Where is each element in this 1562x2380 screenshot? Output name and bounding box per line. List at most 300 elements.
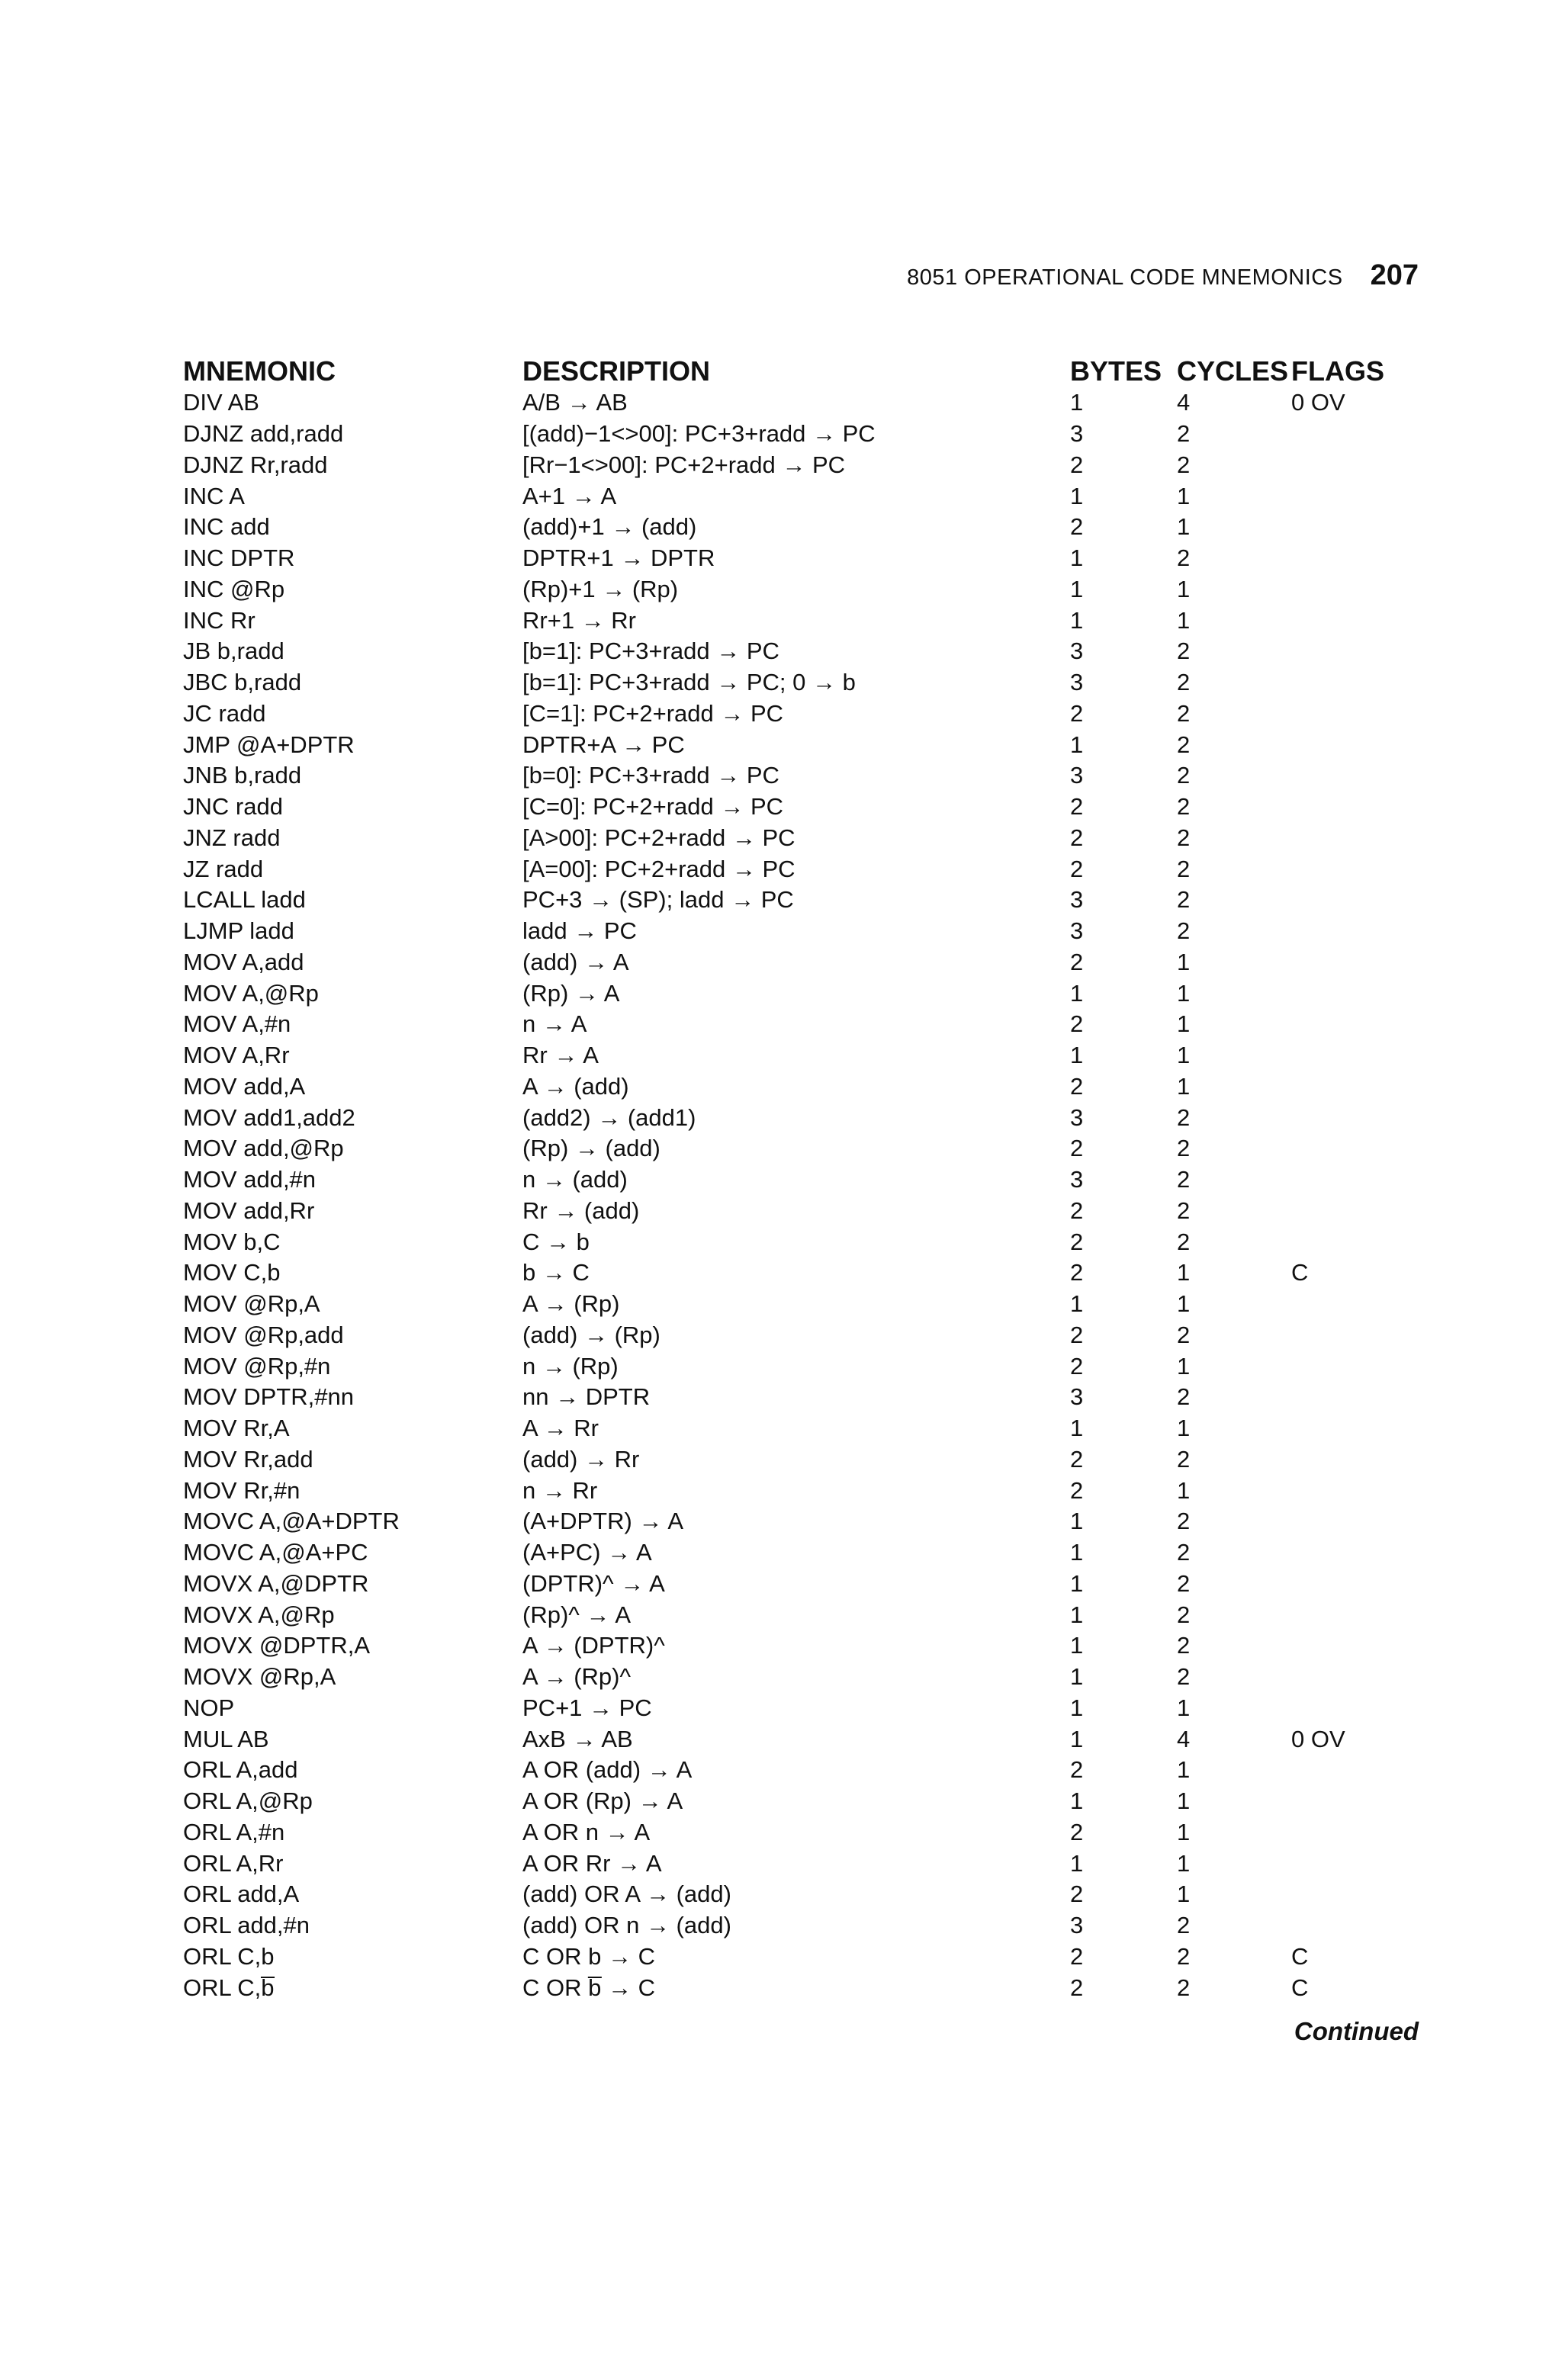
table-row <box>183 419 1413 450</box>
mnemonic-cell: MOV add1,add2 <box>183 1103 355 1131</box>
bytes-cell: 3 <box>1070 1103 1084 1131</box>
table-row <box>183 978 1413 1009</box>
table-row <box>183 574 1413 605</box>
description-cell: (add) OR A → (add) <box>522 1881 731 1908</box>
description-cell: [(add)−1<>00]: PC+3+radd → PC <box>522 420 876 448</box>
table-row <box>183 853 1413 885</box>
table-row <box>183 1102 1413 1133</box>
bytes-cell: 3 <box>1070 1383 1084 1411</box>
bytes-cell: 1 <box>1070 544 1084 572</box>
mnemonic-cell: MOVX A,@Rp <box>183 1601 335 1628</box>
flags-cell <box>1291 450 1413 481</box>
description-cell: (Rp) → (add) <box>522 1135 660 1162</box>
table-row <box>183 947 1413 978</box>
bytes-cell: 1 <box>1070 1632 1084 1659</box>
cycles-cell: 2 <box>1177 886 1191 914</box>
description-cell: A → Rr <box>522 1415 599 1442</box>
table-row <box>183 1351 1413 1382</box>
flags-cell <box>1291 1506 1413 1537</box>
flags-cell: C <box>1291 1974 1309 2001</box>
description-cell: AxB → AB <box>522 1725 633 1752</box>
cycles-cell: 2 <box>1177 1632 1191 1659</box>
mnemonic-cell: MOV C,b <box>183 1259 281 1286</box>
page-header <box>900 259 1419 292</box>
flags-cell <box>1291 480 1413 512</box>
mnemonic-cell: MOV add,A <box>183 1072 306 1100</box>
table-row <box>183 543 1413 574</box>
bytes-cell: 2 <box>1070 948 1084 975</box>
bytes-cell: 2 <box>1070 1072 1084 1100</box>
cycles-cell: 1 <box>1177 575 1191 602</box>
description-cell: ladd → PC <box>522 917 637 945</box>
flags-cell <box>1291 1320 1413 1351</box>
flags-cell <box>1291 543 1413 574</box>
flags-cell <box>1291 1693 1413 1724</box>
bytes-cell: 2 <box>1070 1135 1084 1162</box>
flags-cell <box>1291 1569 1413 1600</box>
description-cell: [Rr−1<>00]: PC+2+radd → PC <box>522 451 846 478</box>
mnemonic-cell: ORL A,add <box>183 1756 298 1784</box>
mnemonic-cell: INC @Rp <box>183 575 285 602</box>
bytes-cell: 1 <box>1070 1539 1084 1566</box>
mnemonic-cell: JBC b,radd <box>183 669 302 696</box>
cycles-cell: 1 <box>1177 1290 1191 1318</box>
flags-cell <box>1291 1910 1413 1942</box>
flags-cell <box>1291 1630 1413 1662</box>
cycles-cell: 1 <box>1177 606 1191 634</box>
cycles-cell: 2 <box>1177 420 1191 448</box>
cycles-cell: 2 <box>1177 1321 1191 1348</box>
table-row <box>183 667 1413 699</box>
bytes-cell: 1 <box>1070 1508 1084 1535</box>
mnemonic-cell: JZ radd <box>183 855 264 882</box>
table-row <box>183 1942 1413 1973</box>
mnemonic-cell: MOVC A,@A+PC <box>183 1539 368 1566</box>
flags-cell <box>1291 1351 1413 1382</box>
flags-cell <box>1291 1289 1413 1320</box>
bytes-cell: 1 <box>1070 1042 1084 1069</box>
flags-cell <box>1291 1537 1413 1569</box>
page-number: 207 <box>1370 259 1419 291</box>
table-row <box>183 1569 1413 1600</box>
table-row <box>183 605 1413 636</box>
flags-cell <box>1291 729 1413 760</box>
opcode-table <box>183 343 1413 2003</box>
mnemonic-cell: DIV AB <box>183 389 259 416</box>
bytes-cell: 2 <box>1070 1196 1084 1224</box>
description-cell: A OR (Rp) → A <box>522 1787 683 1815</box>
bytes-cell: 3 <box>1070 1912 1084 1939</box>
flags-cell <box>1291 1475 1413 1506</box>
cycles-cell: 2 <box>1177 1196 1191 1224</box>
mnemonic-cell: MOV Rr,A <box>183 1415 290 1442</box>
bytes-cell: 1 <box>1070 1725 1084 1752</box>
cycles-cell: 1 <box>1177 1072 1191 1100</box>
mnemonic-cell: JC radd <box>183 699 266 727</box>
mnemonic-cell: ORL add,#n <box>183 1912 310 1939</box>
mnemonic-cell: MOV A,#n <box>183 1010 291 1038</box>
flags-cell <box>1291 1164 1413 1196</box>
cycles-cell: 1 <box>1177 1010 1191 1038</box>
mnemonic-cell: ORL A,#n <box>183 1818 285 1845</box>
description-cell: A → (DPTR)^ <box>522 1632 665 1659</box>
bytes-cell: 1 <box>1070 606 1084 634</box>
flags-cell <box>1291 1196 1413 1227</box>
description-cell: [A=00]: PC+2+radd → PC <box>522 855 795 882</box>
cycles-cell: 1 <box>1177 513 1191 541</box>
flags-cell <box>1291 1817 1413 1848</box>
bytes-cell: 1 <box>1070 389 1084 416</box>
table-row <box>183 1164 1413 1196</box>
description-cell: (add) → A <box>522 948 629 975</box>
description-cell: (Rp)+1 → (Rp) <box>522 575 679 602</box>
cycles-cell: 2 <box>1177 699 1191 727</box>
table-row <box>183 1537 1413 1569</box>
flags-cell: 0 OV <box>1291 1725 1345 1752</box>
description-cell: C → b <box>522 1228 590 1255</box>
bytes-cell: 2 <box>1070 451 1084 478</box>
bytes-cell: 1 <box>1070 1290 1084 1318</box>
bytes-cell: 2 <box>1070 1228 1084 1255</box>
mnemonic-cell: MOVX A,@DPTR <box>183 1569 369 1597</box>
cycles-cell: 1 <box>1177 1756 1191 1784</box>
table-row <box>183 729 1413 760</box>
bytes-cell: 3 <box>1070 638 1084 665</box>
cycles-cell: 2 <box>1177 1135 1191 1162</box>
description-cell: C OR b̅ → C <box>522 1974 655 2001</box>
mnemonic-cell: INC DPTR <box>183 544 295 572</box>
table-row <box>183 823 1413 854</box>
description-cell: b → C <box>522 1259 590 1286</box>
cycles-cell: 2 <box>1177 1445 1191 1473</box>
description-cell: (Rp)^ → A <box>522 1601 632 1628</box>
flags-cell <box>1291 667 1413 699</box>
cycles-cell: 2 <box>1177 1569 1191 1597</box>
bytes-cell: 1 <box>1070 1787 1084 1815</box>
description-cell: A → (add) <box>522 1072 629 1100</box>
cycles-cell: 4 <box>1177 389 1191 416</box>
description-cell: (add) → (Rp) <box>522 1321 660 1348</box>
cycles-cell: 2 <box>1177 1942 1191 1970</box>
description-cell: (add)+1 → (add) <box>522 513 697 541</box>
cycles-cell: 1 <box>1177 1352 1191 1380</box>
cycles-cell: 2 <box>1177 917 1191 945</box>
description-cell: A OR (add) → A <box>522 1756 693 1784</box>
cycles-cell: 1 <box>1177 1694 1191 1721</box>
bytes-cell: 3 <box>1070 669 1084 696</box>
bytes-cell: 1 <box>1070 1601 1084 1628</box>
bytes-cell: 2 <box>1070 1476 1084 1504</box>
bytes-cell: 1 <box>1070 1694 1084 1721</box>
bytes-cell: 3 <box>1070 420 1084 448</box>
table-header-row <box>183 343 1413 387</box>
column-header-flags: FLAGS <box>1291 355 1384 387</box>
description-cell: n → (Rp) <box>522 1352 619 1380</box>
mnemonic-cell: MOV A,Rr <box>183 1042 290 1069</box>
table-row <box>183 1723 1413 1755</box>
bytes-cell: 3 <box>1070 762 1084 789</box>
table-row <box>183 1506 1413 1537</box>
bytes-cell: 2 <box>1070 1881 1084 1908</box>
mnemonic-cell: LJMP ladd <box>183 917 294 945</box>
mnemonic-cell: MOV add,#n <box>183 1166 317 1193</box>
bytes-cell: 2 <box>1070 1818 1084 1845</box>
table-row <box>183 885 1413 916</box>
cycles-cell: 2 <box>1177 731 1191 758</box>
description-cell: (add2) → (add1) <box>522 1103 696 1131</box>
description-cell: (A+PC) → A <box>522 1539 652 1566</box>
bytes-cell: 2 <box>1070 824 1084 851</box>
mnemonic-cell: MUL AB <box>183 1725 269 1752</box>
description-cell: Rr → (add) <box>522 1196 640 1224</box>
continued-note: Continued <box>1294 2017 1419 2045</box>
mnemonic-cell: DJNZ Rr,radd <box>183 451 328 478</box>
mnemonic-cell: ORL C,b̅ <box>183 1974 275 2001</box>
cycles-cell: 2 <box>1177 824 1191 851</box>
description-cell: A+1 → A <box>522 482 617 509</box>
table-row <box>183 1133 1413 1164</box>
bytes-cell: 2 <box>1070 1352 1084 1380</box>
mnemonic-cell: MOVX @Rp,A <box>183 1663 336 1691</box>
flags-cell <box>1291 1040 1413 1071</box>
bytes-cell: 2 <box>1070 793 1084 821</box>
flags-cell: 0 OV <box>1291 389 1345 416</box>
flags-cell: C <box>1291 1942 1309 1970</box>
table-row <box>183 1599 1413 1630</box>
table-row <box>183 1196 1413 1227</box>
cycles-cell: 2 <box>1177 1539 1191 1566</box>
table-row <box>183 1786 1413 1817</box>
description-cell: DPTR+1 → DPTR <box>522 544 715 572</box>
flags-cell <box>1291 792 1413 823</box>
mnemonic-cell: INC A <box>183 482 245 509</box>
description-cell: [b=0]: PC+3+radd → PC <box>522 762 779 789</box>
table-row <box>183 1257 1413 1289</box>
cycles-cell: 2 <box>1177 1974 1191 2001</box>
flags-cell <box>1291 574 1413 605</box>
description-cell: A OR n → A <box>522 1818 651 1845</box>
mnemonic-cell: JNZ radd <box>183 824 281 851</box>
mnemonic-cell: MOV Rr,#n <box>183 1476 301 1504</box>
flags-cell <box>1291 699 1413 730</box>
table-row <box>183 1009 1413 1040</box>
table-row <box>183 1879 1413 1910</box>
cycles-cell: 1 <box>1177 1476 1191 1504</box>
flags-cell <box>1291 1071 1413 1103</box>
description-cell: Rr → A <box>522 1042 599 1069</box>
mnemonic-cell: INC Rr <box>183 606 256 634</box>
mnemonic-cell: JNB b,radd <box>183 762 302 789</box>
mnemonic-cell: MOV A,add <box>183 948 304 975</box>
mnemonic-cell: MOV b,C <box>183 1228 281 1255</box>
bytes-cell: 3 <box>1070 886 1084 914</box>
flags-cell <box>1291 978 1413 1009</box>
bytes-cell: 1 <box>1070 1569 1084 1597</box>
description-cell: (add) OR n → (add) <box>522 1912 731 1939</box>
table-row <box>183 1071 1413 1103</box>
cycles-cell: 2 <box>1177 669 1191 696</box>
description-cell: (A+DPTR) → A <box>522 1508 684 1535</box>
flags-cell <box>1291 853 1413 885</box>
flags-cell <box>1291 605 1413 636</box>
table-row <box>183 1755 1413 1786</box>
mnemonic-cell: MOV add,@Rp <box>183 1135 344 1162</box>
description-cell: n → (add) <box>522 1166 628 1193</box>
cycles-cell: 2 <box>1177 1912 1191 1939</box>
description-cell: (Rp) → A <box>522 979 620 1007</box>
cycles-cell: 2 <box>1177 544 1191 572</box>
table-row <box>183 1630 1413 1662</box>
flags-cell <box>1291 1879 1413 1910</box>
bytes-cell: 2 <box>1070 699 1084 727</box>
flags-cell: C <box>1291 1259 1309 1286</box>
table-row <box>183 450 1413 481</box>
description-cell: nn → DPTR <box>522 1383 651 1411</box>
bytes-cell: 1 <box>1070 1849 1084 1877</box>
table-body <box>183 387 1413 2003</box>
cycles-cell: 2 <box>1177 855 1191 882</box>
description-cell: DPTR+A → PC <box>522 731 685 758</box>
bytes-cell: 2 <box>1070 1321 1084 1348</box>
cycles-cell: 2 <box>1177 1166 1191 1193</box>
mnemonic-cell: MOV A,@Rp <box>183 979 319 1007</box>
column-header-mnemonic: MNEMONIC <box>183 355 336 387</box>
bytes-cell: 2 <box>1070 513 1084 541</box>
bytes-cell: 1 <box>1070 1663 1084 1691</box>
description-cell: A → (Rp) <box>522 1290 620 1318</box>
description-cell: A → (Rp)^ <box>522 1663 632 1691</box>
flags-cell <box>1291 1599 1413 1630</box>
description-cell: [b=1]: PC+3+radd → PC <box>522 638 779 665</box>
flags-cell <box>1291 885 1413 916</box>
description-cell: A/B → AB <box>522 389 628 416</box>
table-row <box>183 636 1413 667</box>
cycles-cell: 1 <box>1177 1415 1191 1442</box>
bytes-cell: 2 <box>1070 1756 1084 1784</box>
description-cell: n → A <box>522 1010 587 1038</box>
table-row <box>183 916 1413 947</box>
cycles-cell: 1 <box>1177 1849 1191 1877</box>
table-row <box>183 1972 1413 2003</box>
flags-cell <box>1291 1102 1413 1133</box>
description-cell: PC+3 → (SP); ladd → PC <box>522 886 794 914</box>
bytes-cell: 1 <box>1070 1415 1084 1442</box>
cycles-cell: 2 <box>1177 793 1191 821</box>
flags-cell <box>1291 636 1413 667</box>
description-cell: (DPTR)^ → A <box>522 1569 665 1597</box>
running-title: 8051 OPERATIONAL CODE MNEMONICS <box>907 265 1343 290</box>
column-header-description: DESCRIPTION <box>522 355 711 387</box>
description-cell: [b=1]: PC+3+radd → PC; 0 → b <box>522 669 856 696</box>
mnemonic-cell: NOP <box>183 1694 235 1721</box>
cycles-cell: 1 <box>1177 1881 1191 1908</box>
flags-cell <box>1291 1133 1413 1164</box>
cycles-cell: 1 <box>1177 948 1191 975</box>
cycles-cell: 1 <box>1177 1042 1191 1069</box>
flags-cell <box>1291 1009 1413 1040</box>
bytes-cell: 2 <box>1070 1974 1084 2001</box>
table-row <box>183 1693 1413 1724</box>
table-row <box>183 699 1413 730</box>
mnemonic-cell: MOVX @DPTR,A <box>183 1632 371 1659</box>
table-row <box>183 760 1413 792</box>
mnemonic-cell: ORL A,@Rp <box>183 1787 313 1815</box>
table-row <box>183 1040 1413 1071</box>
flags-cell <box>1291 1662 1413 1693</box>
mnemonic-cell: MOV @Rp,A <box>183 1290 320 1318</box>
mnemonic-cell: MOV @Rp,add <box>183 1321 344 1348</box>
column-header-cycles: CYCLES <box>1177 355 1289 387</box>
table-row <box>183 792 1413 823</box>
mnemonic-cell: MOV @Rp,#n <box>183 1352 331 1380</box>
cycles-cell: 1 <box>1177 1787 1191 1815</box>
table-row <box>183 480 1413 512</box>
bytes-cell: 1 <box>1070 731 1084 758</box>
description-cell: PC+1 → PC <box>522 1694 652 1721</box>
mnemonic-cell: JNC radd <box>183 793 283 821</box>
mnemonic-cell: ORL add,A <box>183 1881 300 1908</box>
mnemonic-cell: MOV add,Rr <box>183 1196 315 1224</box>
cycles-cell: 1 <box>1177 979 1191 1007</box>
mnemonic-cell: ORL A,Rr <box>183 1849 284 1877</box>
flags-cell <box>1291 419 1413 450</box>
table-row <box>183 1475 1413 1506</box>
mnemonic-cell: JMP @A+DPTR <box>183 731 355 758</box>
cycles-cell: 2 <box>1177 1508 1191 1535</box>
column-header-bytes: BYTES <box>1070 355 1162 387</box>
bytes-cell: 2 <box>1070 1010 1084 1038</box>
table-row <box>183 1848 1413 1879</box>
bytes-cell: 2 <box>1070 1259 1084 1286</box>
flags-cell <box>1291 760 1413 792</box>
flags-cell <box>1291 1382 1413 1413</box>
flags-cell <box>1291 1444 1413 1476</box>
flags-cell <box>1291 512 1413 543</box>
table-row <box>183 1382 1413 1413</box>
bytes-cell: 2 <box>1070 1445 1084 1473</box>
cycles-cell: 2 <box>1177 1103 1191 1131</box>
bytes-cell: 2 <box>1070 855 1084 882</box>
description-cell: Rr+1 → Rr <box>522 606 636 634</box>
table-row <box>183 1289 1413 1320</box>
cycles-cell: 1 <box>1177 1818 1191 1845</box>
flags-cell <box>1291 1755 1413 1786</box>
cycles-cell: 2 <box>1177 638 1191 665</box>
table-row <box>183 1910 1413 1942</box>
bytes-cell: 2 <box>1070 1942 1084 1970</box>
cycles-cell: 4 <box>1177 1725 1191 1752</box>
description-cell: n → Rr <box>522 1476 598 1504</box>
bytes-cell: 3 <box>1070 1166 1084 1193</box>
flags-cell <box>1291 1413 1413 1444</box>
cycles-cell: 2 <box>1177 1663 1191 1691</box>
flags-cell <box>1291 1848 1413 1879</box>
table-row <box>183 1662 1413 1693</box>
table-row <box>183 1413 1413 1444</box>
description-cell: [C=0]: PC+2+radd → PC <box>522 793 784 821</box>
table-row <box>183 387 1413 419</box>
description-cell: (add) → Rr <box>522 1445 640 1473</box>
mnemonic-cell: INC add <box>183 513 270 541</box>
mnemonic-cell: MOVC A,@A+DPTR <box>183 1508 400 1535</box>
mnemonic-cell: ORL C,b <box>183 1942 275 1970</box>
cycles-cell: 1 <box>1177 482 1191 509</box>
table-row <box>183 512 1413 543</box>
table-row <box>183 1226 1413 1257</box>
description-cell: A OR Rr → A <box>522 1849 662 1877</box>
flags-cell <box>1291 1226 1413 1257</box>
table-row <box>183 1320 1413 1351</box>
